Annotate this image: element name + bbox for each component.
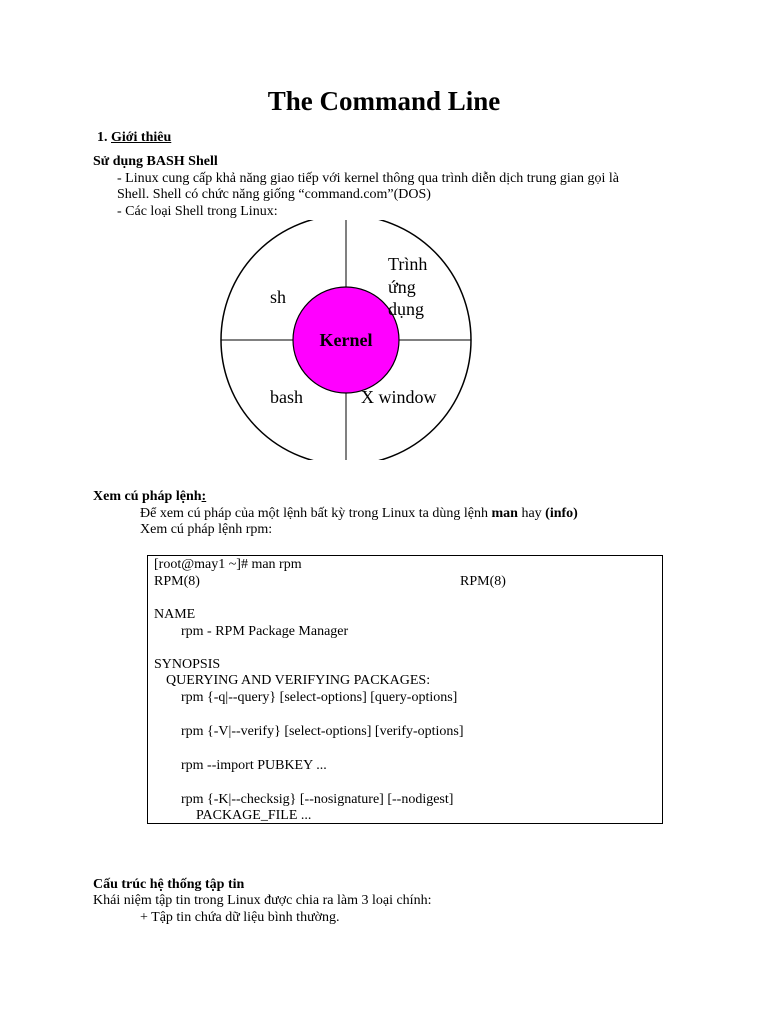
man-header-right: RPM(8) (460, 574, 506, 589)
label-sh: sh (270, 287, 287, 307)
man-command: rpm --import PUBKEY ... (181, 758, 327, 773)
section-number: 1. (97, 130, 108, 145)
syntax-line (140, 505, 578, 522)
section-title: Giới thiêu (111, 130, 172, 145)
man-name-heading: NAME (154, 607, 196, 622)
man-command: rpm {-V|--verify} [select-options] [verify-options] (181, 724, 464, 739)
man-synopsis-sub: QUERYING AND VERIFYING PACKAGES: (166, 673, 431, 688)
label-ung: ứng (388, 277, 416, 297)
syntax-heading-text: Xem cú pháp lệnh (93, 489, 202, 504)
terminal-prompt: [root@may1 ~]# man rpm (154, 557, 302, 572)
bash-paragraph-line: - Linux cung cấp khả năng giao tiếp với kernel thông qua trình diễn dịch trung gian gọi là (117, 171, 619, 186)
filesystem-line: Khái niệm tập tin trong Linux được chia ra làm 3 loại chính: (93, 893, 432, 908)
man-name-desc: rpm - RPM Package Manager (181, 624, 349, 639)
man-synopsis-heading: SYNOPSIS (154, 657, 221, 672)
filesystem-heading: Cấu trúc hệ thống tập tin (93, 877, 245, 892)
bash-paragraph-line: Shell. Shell có chức năng giống “command.com”(DOS) (117, 187, 431, 202)
filesystem-line: + Tập tin chứa dữ liệu bình thường. (140, 910, 340, 925)
label-dung: dụng (388, 299, 424, 319)
syntax-heading (93, 488, 206, 505)
bash-paragraph-line: - Các loại Shell trong Linux: (117, 204, 278, 219)
syntax-line-text: hay (517, 506, 546, 521)
bash-heading: Sử dụng BASH Shell (93, 154, 218, 169)
page-title: The Command Line (267, 86, 501, 116)
man-keyword: man (491, 506, 518, 521)
syntax-line-text: Để xem cú pháp của một lệnh bất kỳ trong Linux ta dùng lệnh (140, 506, 492, 521)
section-heading-intro (97, 129, 171, 146)
man-command-cont: PACKAGE_FILE ... (196, 808, 312, 823)
man-header-left: RPM(8) (154, 574, 200, 589)
label-bash: bash (270, 387, 303, 407)
label-x-window: X window (361, 387, 437, 407)
syntax-heading-colon: : (201, 489, 207, 504)
shell-diagram (218, 220, 474, 460)
kernel-label: Kernel (319, 330, 373, 350)
label-trinh: Trình (388, 254, 428, 274)
info-keyword: (info) (545, 506, 578, 521)
syntax-line: Xem cú pháp lệnh rpm: (140, 522, 273, 537)
man-command: rpm {-K|--checksig} [--nosignature] [--nodigest] (181, 792, 454, 807)
man-command: rpm {-q|--query} [select-options] [query-options] (181, 690, 458, 705)
man-page-box (147, 555, 663, 824)
